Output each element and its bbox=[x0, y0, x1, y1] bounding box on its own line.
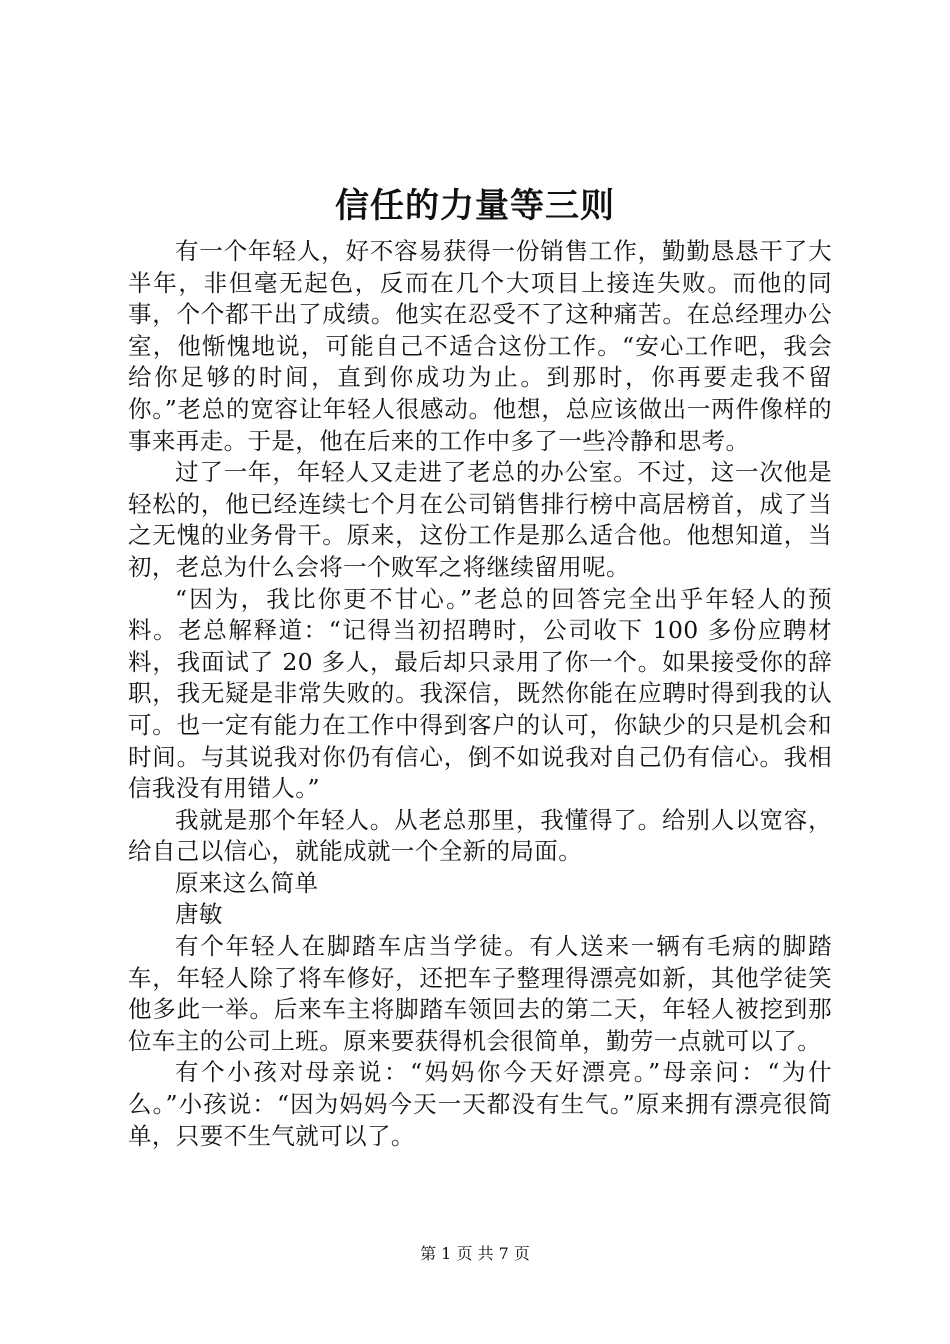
document-body bbox=[128, 236, 832, 1152]
document-title: 信任的力量等三则 bbox=[335, 186, 615, 226]
section-heading: 原来这么简单 bbox=[175, 868, 319, 897]
paragraph-5: 有个年轻人在脚踏车店当学徒。有人送来一辆有毛病的脚踏车，年轻人除了将车修好，还把车子整理得漂亮如新，其他学徒笑他多此一举。后来车主将脚踏车领回去的第二天，年轻人被挖到那位车主的公司上班。原来要获得机会很简单，勤劳一点就可以了。 bbox=[128, 932, 832, 1055]
paragraph-2: 过了一年，年轻人又走进了老总的办公室。不过，这一次他是轻松的，他已经连续七个月在公司销售排行榜中高居榜首，成了当之无愧的业务骨干。原来，这份工作是那么适合他。他想知道，当初，老总为什么会将一个败军之将继续留用呢。 bbox=[128, 458, 832, 581]
section-author: 唐敏 bbox=[175, 900, 223, 929]
paragraph-3: “因为，我比你更不甘心。”老总的回答完全出乎年轻人的预料。老总解释道：“记得当初招聘时，公司收下 100 多份应聘材料，我面试了 20 多人，最后却只录用了你一个。如果接受你的辞职，我无疑是非常失败的。我深信，既然你能在应聘时得到我的认可。也一定有能力在工作中得到客户的认可，你缺少的只是机会和时间。与其说我对你仍有信心，倒不如说我对自己仍有信心。我相信我没有用错人。” bbox=[128, 584, 832, 803]
paragraph-1: 有一个年轻人，好不容易获得一份销售工作，勤勤恳恳干了大半年，非但毫无起色，反而在几个大项目上接连失败。而他的同事，个个都干出了成绩。他实在忍受不了这种痛苦。在总经理办公室，他惭愧地说，可能自己不适合这份工作。“安心工作吧，我会给你足够的时间，直到你成功为止。到那时，你再要走我不留你。”老总的宽容让年轻人很感动。他想，总应该做出一两件像样的事来再走。于是，他在后来的工作中多了一些冷静和思考。 bbox=[128, 237, 832, 455]
paragraph-6: 有个小孩对母亲说：“妈妈你今天好漂亮。”母亲问：“为什么。”小孩说：“因为妈妈今天一天都没有生气。”原来拥有漂亮很简单，只要不生气就可以了。 bbox=[128, 1058, 832, 1150]
paragraph-4: 我就是那个年轻人。从老总那里，我懂得了。给别人以宽容，给自己以信心，就能成就一个全新的局面。 bbox=[128, 805, 832, 866]
page-footer: 第 1 页 共 7 页 bbox=[420, 1244, 530, 1263]
